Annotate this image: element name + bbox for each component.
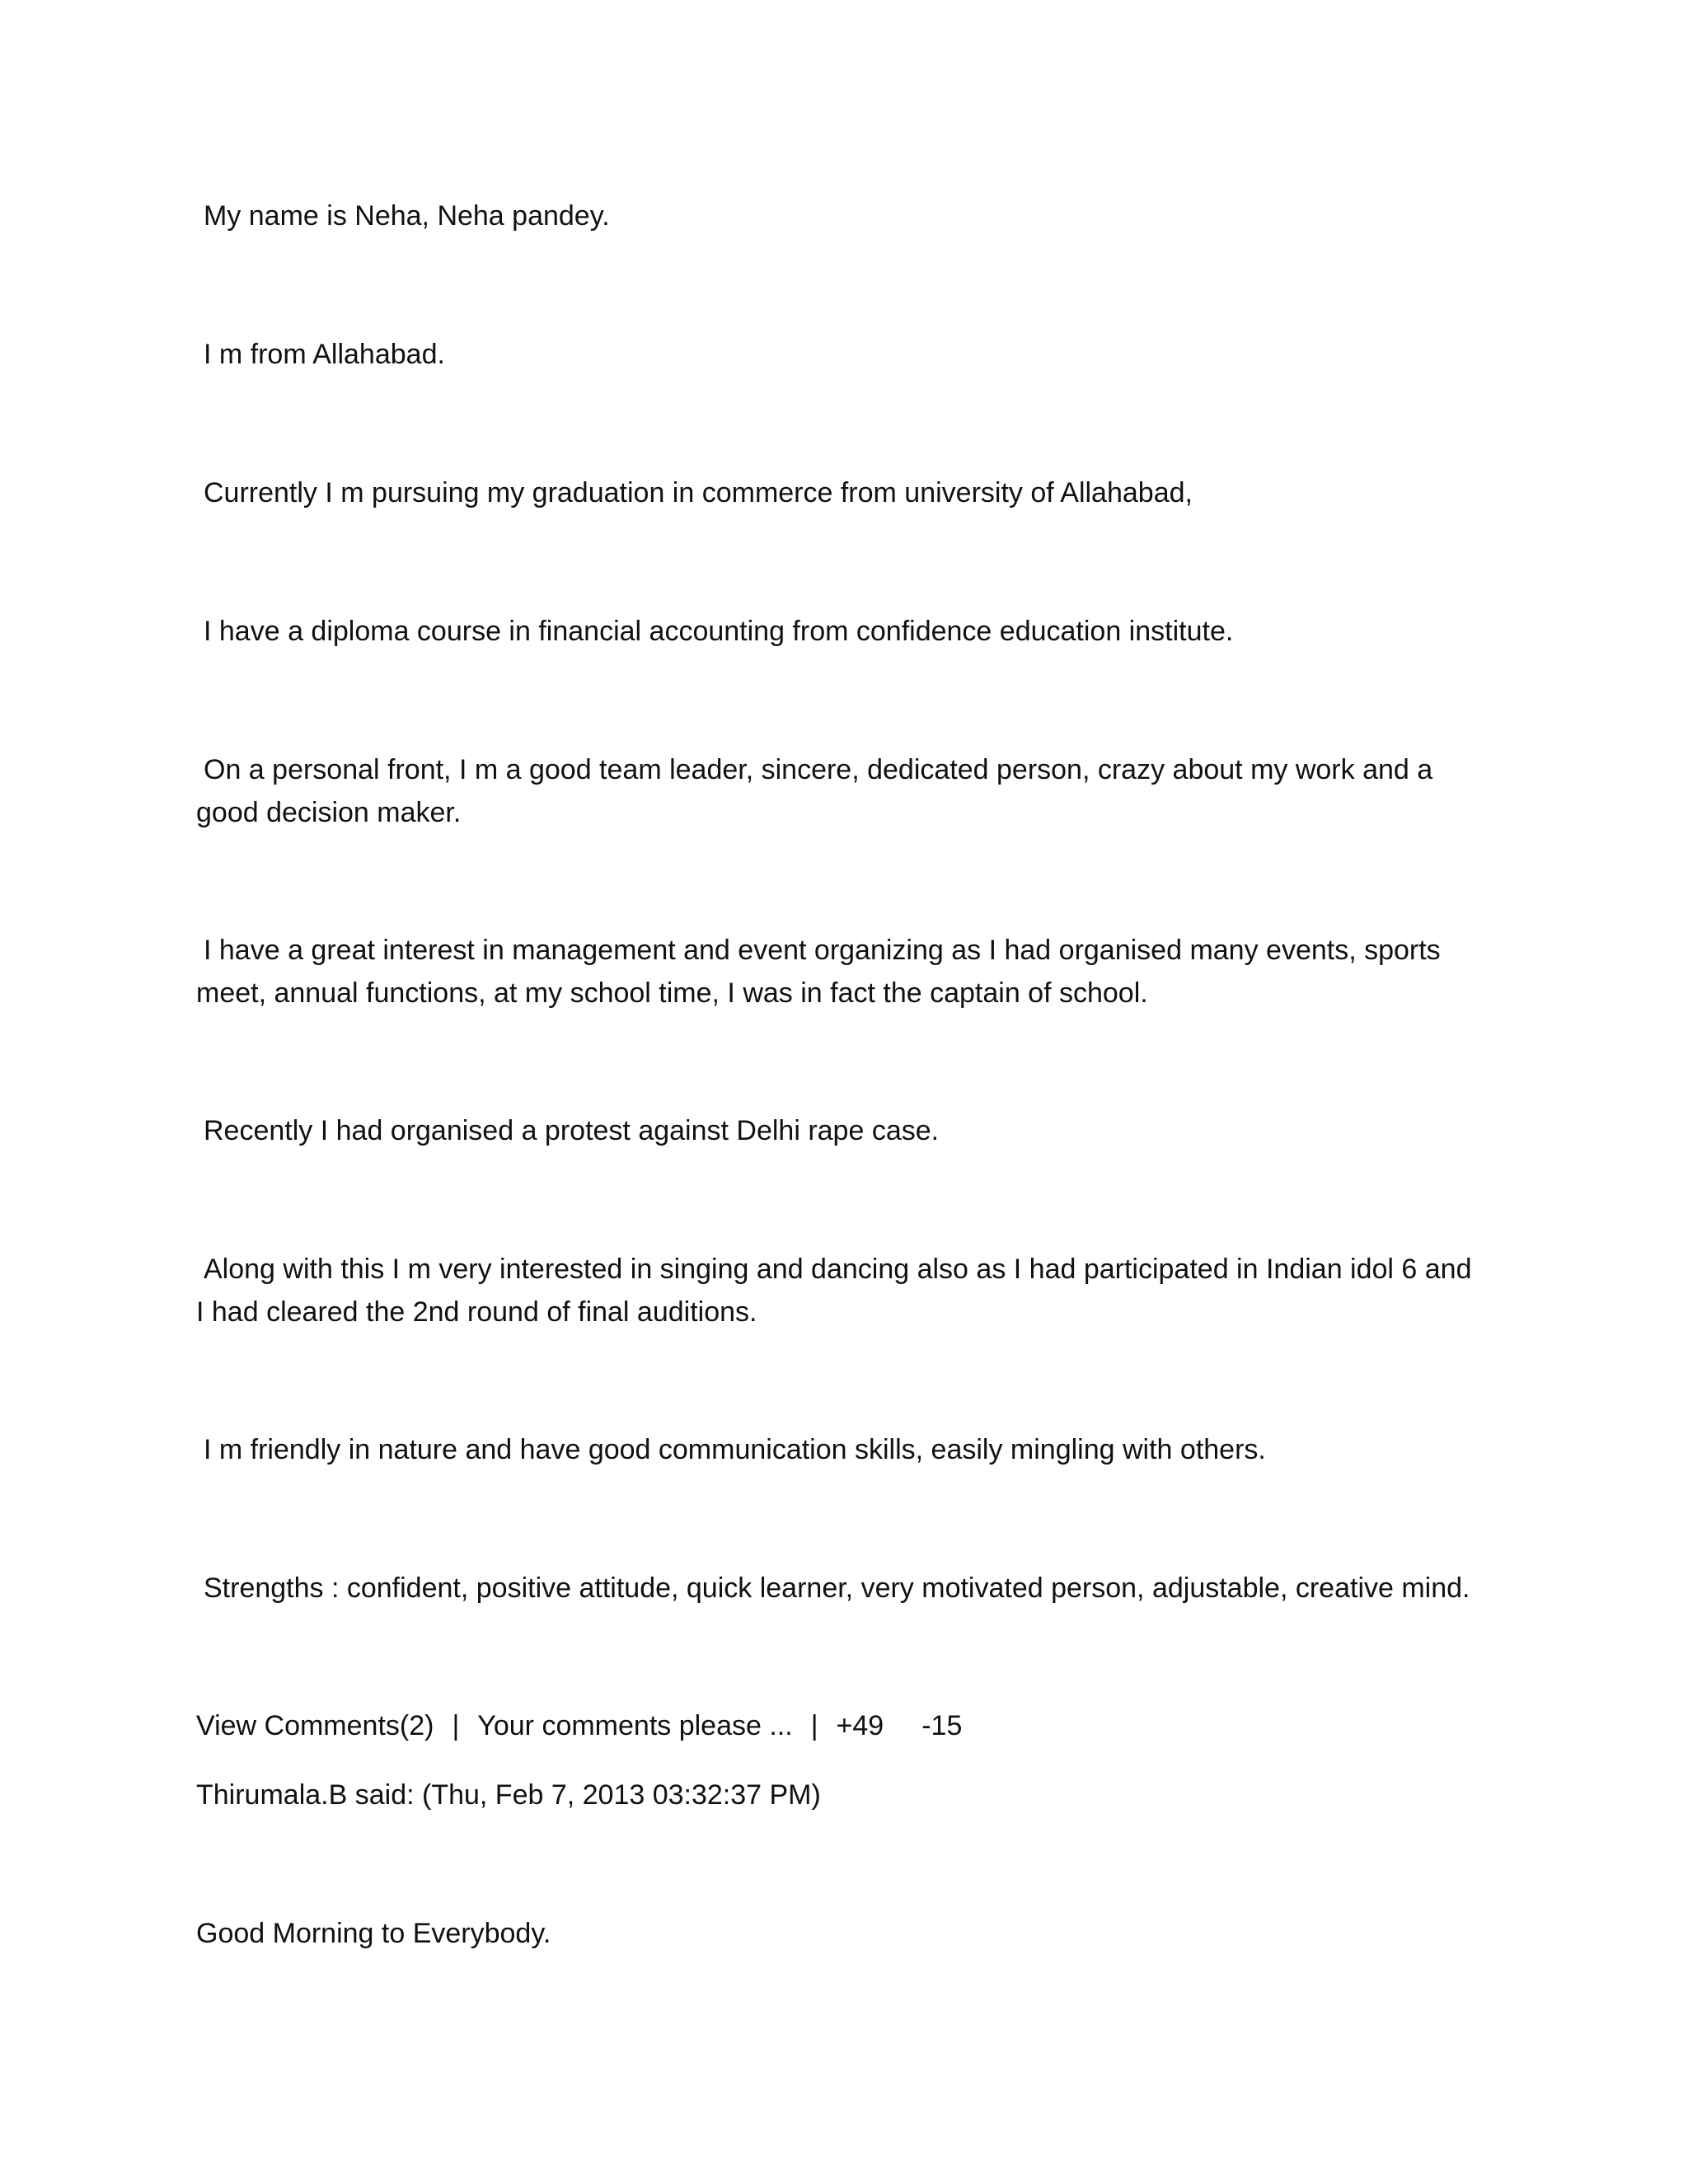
separator: | [452,1710,460,1741]
paragraph-name: My name is Neha, Neha pandey. [204,200,610,232]
upvote-count[interactable]: +49 [836,1710,884,1741]
paragraph-diploma: I have a diploma course in financial accounting from confidence education institute. [204,616,1234,647]
your-comments-link[interactable]: Your comments please ... [477,1710,793,1741]
view-comments-link[interactable]: View Comments(2) [196,1710,434,1741]
paragraph-singing-dancing: Along with this I m very interested in singing and dancing also as I had participated in Indian idol 6 and I had cleared the 2nd round of final auditions. [196,1254,1472,1328]
paragraph-education: Currently I m pursuing my graduation in commerce from university of Allahabad, [204,477,1193,509]
paragraph-protest: Recently I had organised a protest against Delhi rape case. [204,1115,940,1146]
comment-header: Thirumala.B said: (Thu, Feb 7, 2013 03:32:37 PM) [196,1779,821,1811]
paragraph-personal-front: On a personal front, I m a good team leader, sincere, dedicated person, crazy about my work and a good decision maker. [196,754,1433,828]
comment-actions-bar [196,1704,962,1747]
comment-body: Good Morning to Everybody. [196,1918,551,1949]
paragraph-strengths: Strengths : confident, positive attitude, quick learner, very motivated person, adjustable, creative mind. [204,1572,1470,1604]
paragraph-friendly: I m friendly in nature and have good communication skills, easily mingling with others. [204,1434,1266,1465]
paragraph-hometown: I m from Allahabad. [204,339,445,370]
paragraph-management-interest: I have a great interest in management and event organizing as I had organised many events, sports meet, annual functions, at my school time, I was in fact the captain of school. [196,935,1441,1009]
separator: | [810,1710,818,1741]
downvote-count[interactable]: -15 [921,1710,963,1741]
